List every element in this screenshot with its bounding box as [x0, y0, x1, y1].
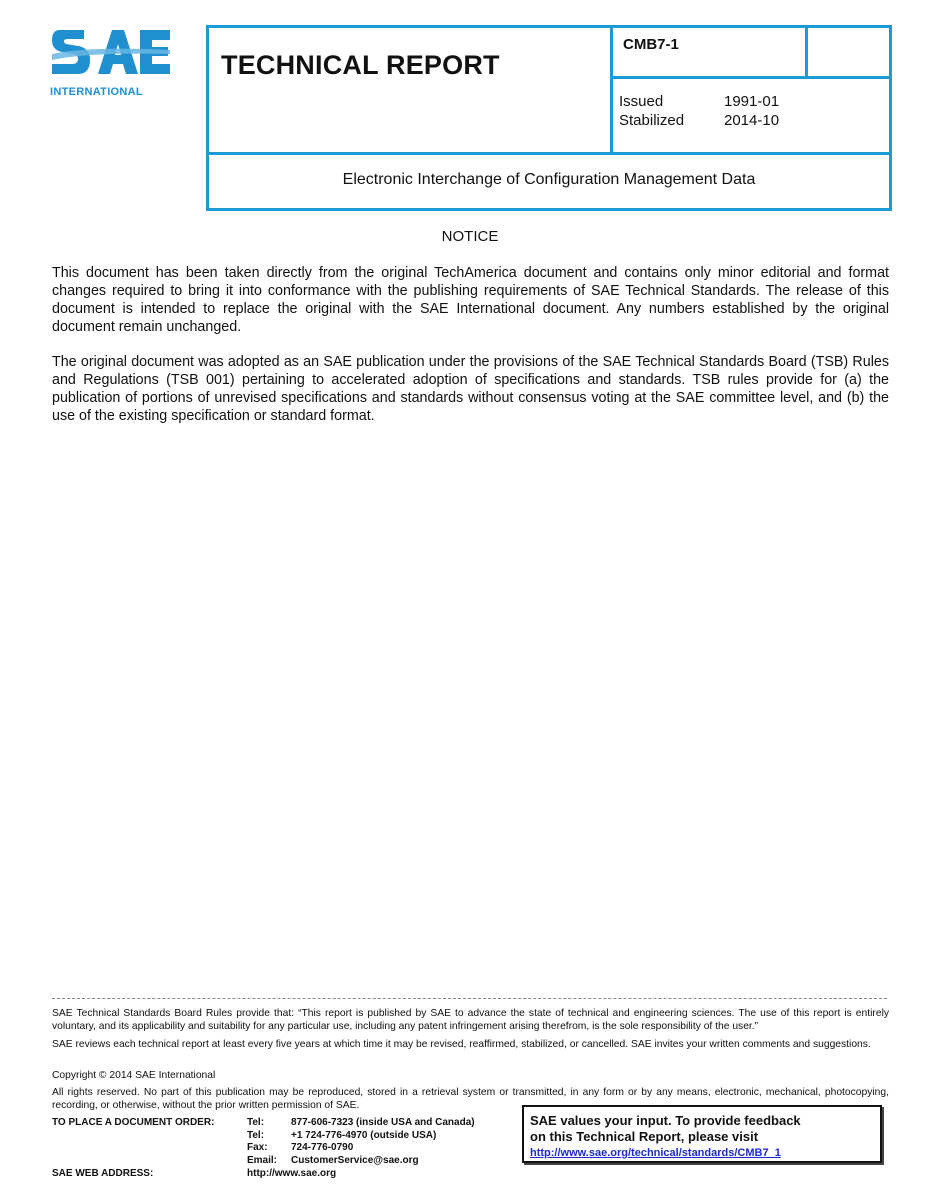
- notice-paragraph: The original document was adopted as an SAE publication under the provisions of the SAE Technical Standards Board (TSB) Rules and Regulations (TSB 001) pertaining to accelerated adoption of specifications and standards. TSB rules provide for (a) the publication of portions of unrevised specifications and standards without consensus voting at the SAE committee level, and (b) the use of the existing specification or standard format.: [52, 354, 889, 424]
- document-title: Electronic Interchange of Configuration Management Data: [342, 171, 756, 188]
- stabilized-date: 2014-10: [724, 112, 780, 129]
- header-divider-vertical: [610, 28, 613, 152]
- order-line-label: Fax:: [247, 1142, 268, 1153]
- document-number: CMB7-1: [623, 36, 679, 53]
- report-header-box: [206, 25, 892, 211]
- order-label: TO PLACE A DOCUMENT ORDER:: [52, 1117, 215, 1128]
- header-divider-horizontal: [209, 152, 889, 155]
- web-address-label: SAE WEB ADDRESS:: [52, 1168, 154, 1179]
- footer-divider: [52, 998, 887, 999]
- order-line-phone-intl: [247, 1130, 475, 1143]
- feedback-link[interactable]: http://www.sae.org/technical/standards/CMB7_1: [530, 1147, 781, 1159]
- order-contact-list: [247, 1117, 475, 1167]
- order-line-value: CustomerService@sae.org: [291, 1154, 419, 1166]
- issued-label: Issued: [619, 93, 664, 110]
- footer-note-tsb-rules: SAE Technical Standards Board Rules provide that: “This report is published by SAE to advance the state of technical and engineering sciences. The use of this report is entirely voluntary, and its applicability and suitability for any particular use, including any patent infringement arising therefrom, is the sole responsibility of the user.”: [52, 1008, 889, 1032]
- issued-date: 1991-01: [724, 93, 780, 110]
- report-type-title: TECHNICAL REPORT: [221, 50, 500, 80]
- order-line-label: Email:: [247, 1154, 278, 1166]
- footer-rights: All rights reserved. No part of this publication may be reproduced, stored in a retrieval system or transmitted, in any form or by any means, electronic, mechanical, photocopying, recording, or otherwise, without the prior written permission of SAE.: [52, 1087, 889, 1111]
- order-line-label: Tel:: [247, 1117, 265, 1128]
- order-line-email: [247, 1155, 475, 1168]
- feedback-text-line2: on this Technical Report, please visit: [530, 1129, 759, 1144]
- feedback-box: [522, 1105, 882, 1163]
- order-line-value: 724-776-0790: [291, 1142, 354, 1153]
- order-line-value: +1 724-776-4970 (outside USA): [291, 1129, 437, 1141]
- web-address-value: http://www.sae.org: [247, 1168, 337, 1179]
- notice-heading: NOTICE: [441, 228, 499, 245]
- footer-note-review: SAE reviews each technical report at least every five years at which time it may be revised, reaffirmed, stabilized, or cancelled. SAE invites your written comments and suggestions.: [52, 1039, 871, 1050]
- issued-row: [619, 93, 779, 110]
- order-line-phone-domestic: [247, 1117, 475, 1130]
- header-divider-corner-cell: [805, 28, 808, 76]
- order-line-label: Tel:: [247, 1129, 265, 1141]
- stabilized-row: [619, 112, 779, 129]
- notice-paragraph: This document has been taken directly from the original TechAmerica document and contains only minor editorial and format changes required to bring it into conformance with the publishing requirements of SAE Technical Standards. The release of this document is intended to replace the original with the SAE International document. Any numbers established by the original document remain unchanged.: [52, 265, 889, 335]
- order-line-value: 877-606-7323 (inside USA and Canada): [291, 1117, 475, 1128]
- stabilized-label: Stabilized: [619, 112, 685, 129]
- sae-logo-subtext: INTERNATIONAL: [50, 86, 143, 98]
- sae-logo-mark: [50, 24, 172, 84]
- feedback-text-line1: SAE values your input. To provide feedback: [530, 1113, 801, 1128]
- order-line-fax: [247, 1142, 475, 1155]
- header-divider-right-horizontal: [613, 76, 889, 79]
- sae-logo: [50, 24, 172, 102]
- footer-copyright: Copyright © 2014 SAE International: [52, 1070, 216, 1081]
